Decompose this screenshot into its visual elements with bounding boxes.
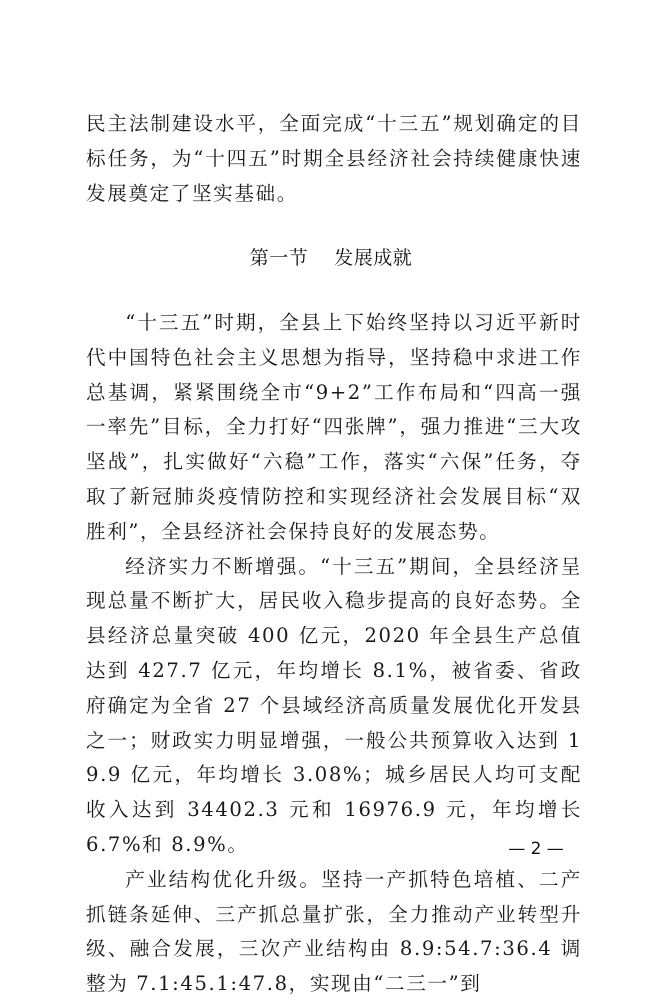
paragraph-industrial-structure: 产业结构优化升级。坚持一产抓特色培植、二产抓链条延伸、三产抓总量扩张，全力推动产业转型升级、融合发展，三次产业结构由 8.9:54.7:36.4 调整为 7.1:45.1:47.8，实现由“二三一”到 bbox=[86, 867, 582, 996]
intro-text-block bbox=[86, 107, 582, 211]
paragraph-economic-strength: 经济实力不断增强。“十三五”期间，全县经济呈现总量不断扩大，居民收入稳步提高的良好态势。全县经济总量突破 400 亿元，2020 年全县生产总值达到 427.7 亿元，年均增长 8.1%，被省委、省政府确定为全省 27 个县域经济高质量发展优化开发县之一；财政实力明显增强，一般公共预算收入达到 19.9 亿元，年均增长 3.08%；城乡居民人均可支配收入达到 34402.3 元和 16976.9 元，年均增长 6.7%和 8.9%。 bbox=[86, 554, 582, 856]
section-title: 发展成就 bbox=[334, 247, 413, 269]
page-number: — 2 — bbox=[508, 839, 564, 859]
section-heading bbox=[0, 243, 662, 273]
intro-paragraph: 民主法制建设水平，全面完成“十三五”规划确定的目标任务，为“十四五”时期全县经济社会持续健康快速发展奠定了坚实基础。 bbox=[86, 112, 582, 205]
paragraph-overview: “十三五”时期，全县上下始终坚持以习近平新时代中国特色社会主义思想为指导，坚持稳中求进工作总基调，紧紧围绕全市“9+2”工作布局和“四高一强一率先”目标，全力打好“四张牌”，强力推进“三大攻坚战”，扎实做好“六稳”工作，落实“六保”任务，夺取了新冠肺炎疫情防控和实现经济社会发展目标“双胜利”，全县经济社会保持良好的发展态势。 bbox=[86, 311, 582, 543]
body-text-block bbox=[86, 306, 582, 1002]
section-number: 第一节 bbox=[249, 247, 309, 269]
